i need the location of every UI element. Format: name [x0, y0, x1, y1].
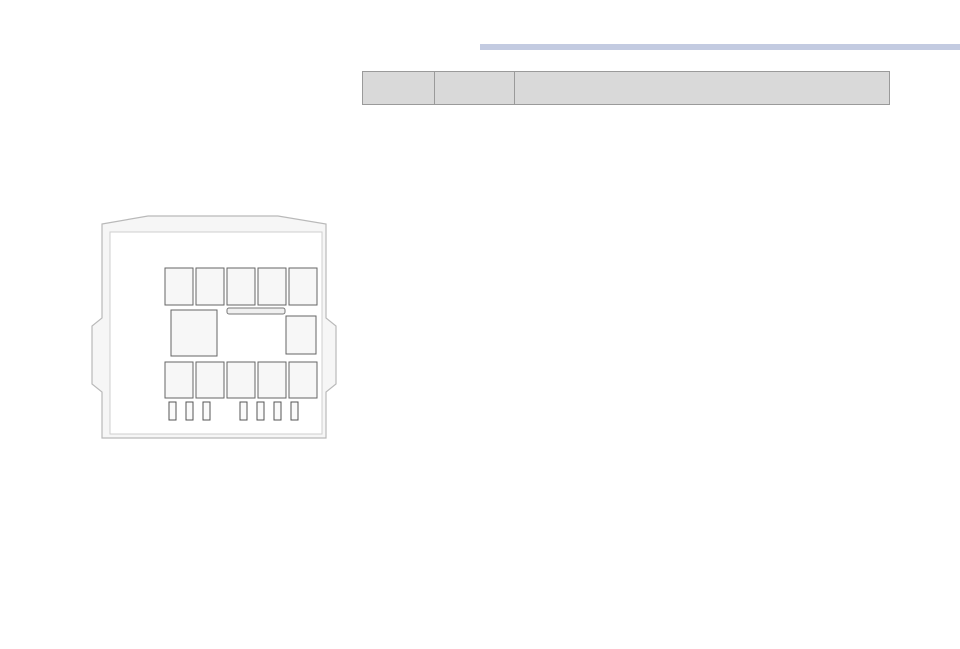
table-header-row	[363, 72, 890, 105]
mini-fuse	[240, 402, 247, 420]
relay-bottom-2	[196, 362, 224, 398]
mini-fuse	[291, 402, 298, 420]
relay-bottom-1	[165, 362, 193, 398]
relay-top-1	[165, 268, 193, 305]
relay-large	[171, 310, 217, 356]
mini-fuse	[274, 402, 281, 420]
mini-fuse	[203, 402, 210, 420]
relay-bottom-3	[227, 362, 255, 398]
header-number	[363, 72, 435, 105]
fuse-box-illustration	[88, 206, 340, 456]
fuse-table	[362, 71, 890, 105]
relay-top-5	[289, 268, 317, 305]
relay-bottom-5	[289, 362, 317, 398]
header-ampere	[435, 72, 515, 105]
relay-top-2	[196, 268, 224, 305]
relay-side	[286, 316, 316, 354]
header-bar	[480, 44, 960, 50]
relay-top-3	[227, 268, 255, 305]
header-placement	[515, 72, 890, 105]
mini-fuse	[169, 402, 176, 420]
relay-bottom-4	[258, 362, 286, 398]
mini-fuse	[186, 402, 193, 420]
relay-top-4	[258, 268, 286, 305]
mini-fuse	[257, 402, 264, 420]
fuse-link	[227, 308, 285, 314]
fuse-box-diagram	[88, 206, 340, 456]
